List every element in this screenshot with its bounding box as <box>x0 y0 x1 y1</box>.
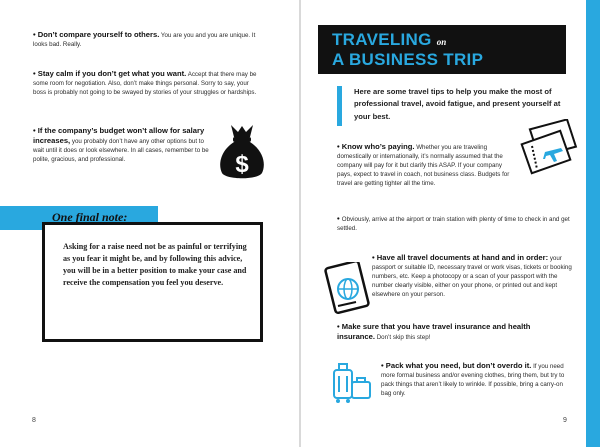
bullet-budget: • If the company’s budget won’t allow for salary increases, you probably don’t have any other options but to wait until it does or look elsewhere. In all cases, remember to be polite, gracious, and professional. <box>33 126 209 163</box>
bullet-who-pays: • Know who’s paying. Whether you are traveling domestically or internationally, it’s normally assumed that the company will pay for it but clarify this ASAP. If your company pays, expect to travel in coach, not business class. Budgets for travel are getting tighter all the time. <box>337 142 510 187</box>
bullet-arrive-early: • Obviously, arrive at the airport or train station with plenty of time to check in and get settled. <box>337 214 570 232</box>
right-page <box>301 0 600 447</box>
intro-text: Here are some travel tips to help you make the most of professional travel, avoid fatigue, and present yourself at your best. <box>354 87 561 121</box>
final-note-box <box>42 222 263 342</box>
title-on: on <box>436 37 447 47</box>
final-note-text: Asking for a raise need not be as painful or terrifying as you fear it might be, and by following this advice, you will be in a better position to make your case and receive the compensation you feel you deserve. <box>63 242 247 287</box>
note-label: One final note: <box>52 210 128 224</box>
title-line-2: A BUSINESS TRIP <box>332 50 484 69</box>
intro-rule <box>337 86 342 126</box>
bullet-compare: • Don’t compare yourself to others. You are you and you are unique. It looks bad. Really. <box>33 30 256 48</box>
blue-edge-bar <box>586 0 600 447</box>
bullet-travel-docs: • Have all travel documents at hand and in order: your passport or suitable ID, necessary travel or work visas, tickets or booking numbers, etc. Keep a photocopy or a scan of your passport with the number clearly visible, either on your phone, or printed out and kept elsewhere on your person. <box>372 253 572 298</box>
luggage-icon <box>331 360 373 406</box>
title-bar <box>318 25 566 74</box>
title-line-1: TRAVELING on <box>332 30 447 49</box>
svg-text:$: $ <box>235 151 249 178</box>
left-page <box>0 0 299 447</box>
money-bag-icon <box>216 121 268 183</box>
page-number: 9 <box>563 417 567 424</box>
bullet-pack-light: • Pack what you need, but don’t overdo it. If you need more formal business and/or evening clothes, bring them, but try to pack things that aren’t likely to wrinkle. If possible, bring a carry-on bag only. <box>381 361 565 397</box>
plane-ticket-icon <box>517 119 581 177</box>
bullet-insurance: • Make sure that you have travel insurance and health insurance. Don’t skip this step! <box>337 322 531 341</box>
passport-icon <box>324 262 372 318</box>
page-number: 8 <box>32 417 36 424</box>
bullet-stay-calm: • Stay calm if you don’t get what you want. Accept that there may be some room for negotiation. Also, don’t make things personal. Sorry to say, your boss is probably not going to be swayed by stories of your struggles or hardships. <box>33 69 257 96</box>
